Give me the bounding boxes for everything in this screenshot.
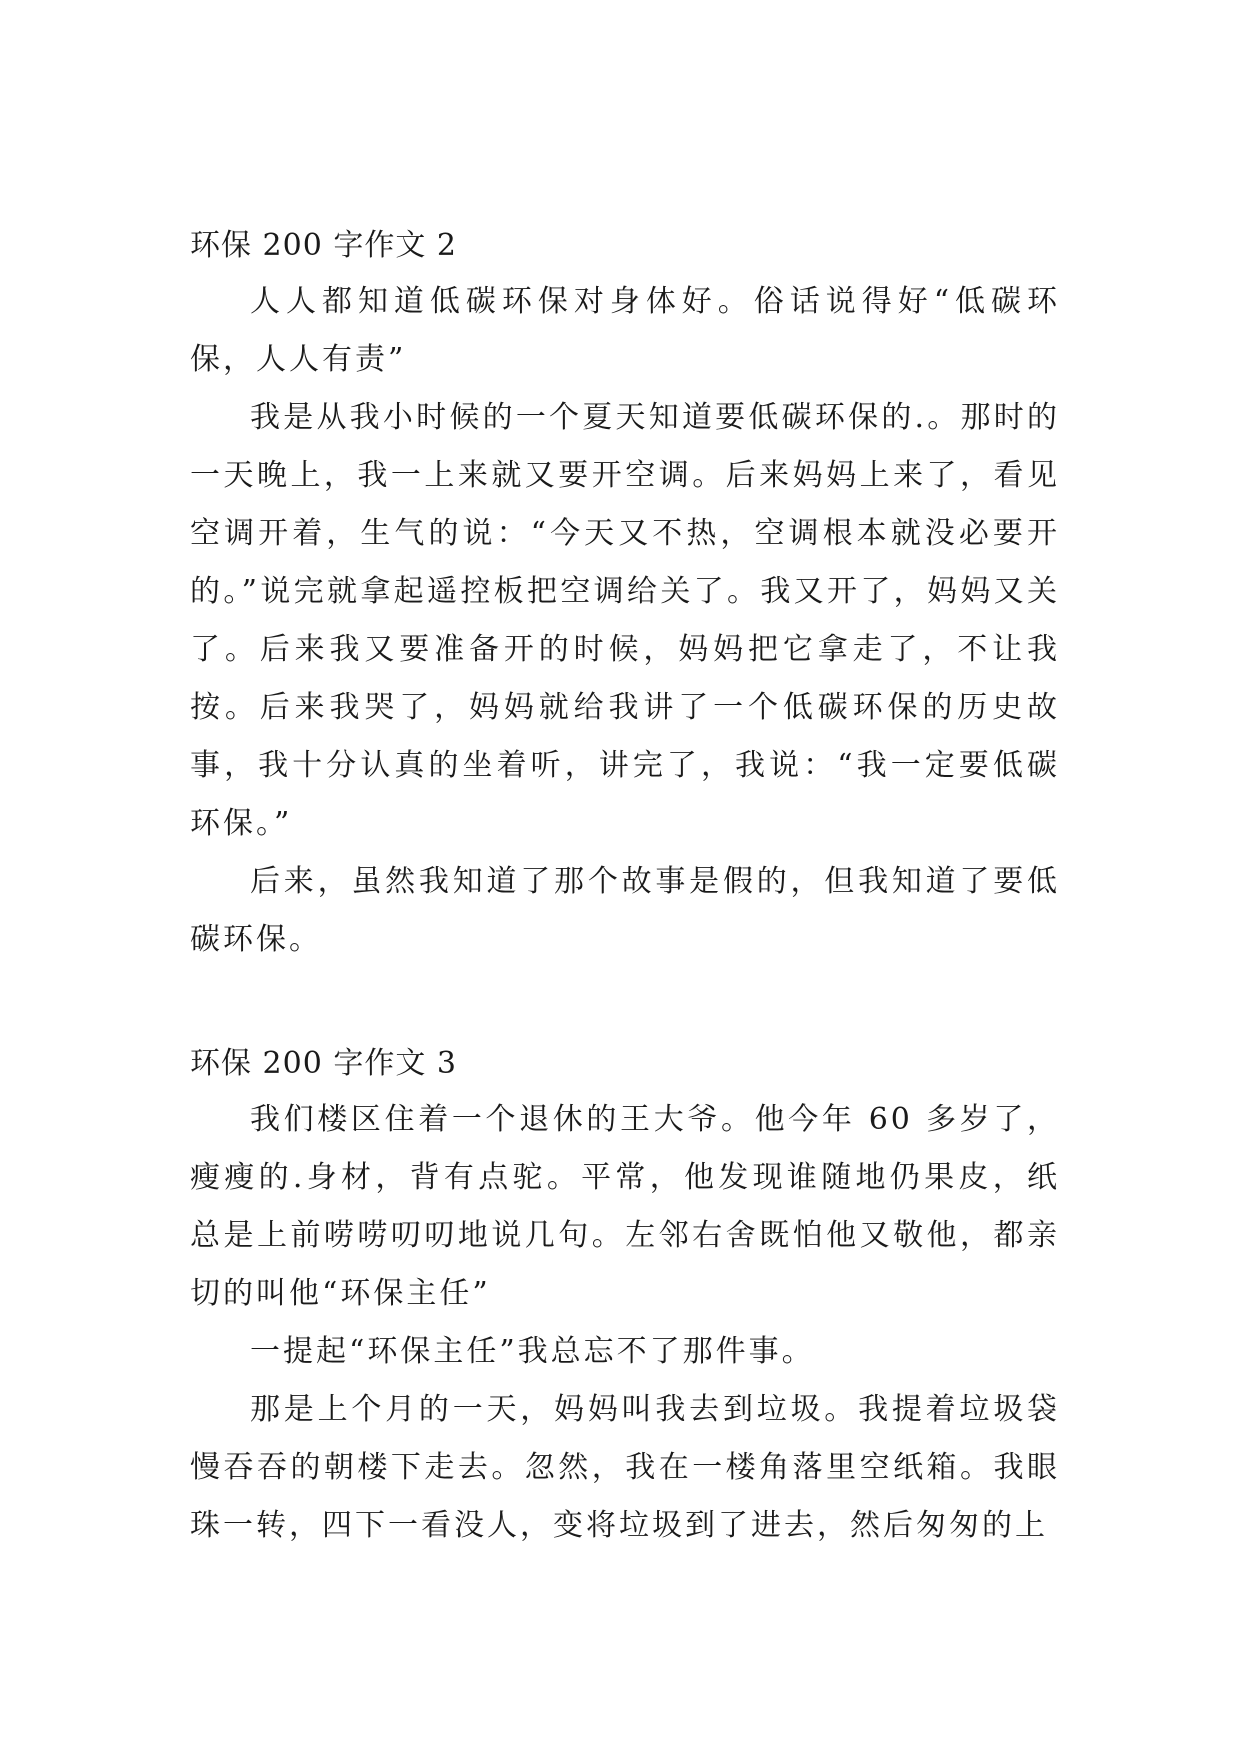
essay-section-2 xyxy=(190,218,1060,969)
essay-heading: 环保 200 字作文 2 xyxy=(190,228,457,263)
essay-section-3 xyxy=(190,1036,1060,1555)
essay-paragraph: 我们楼区住着一个退休的王大爷。他今年 60 多岁了，瘦瘦的.身材，背有点驼。平常，他发现谁随地仍果皮，纸总是上前唠唠叨叨地说几句。左邻右舍既怕他又敬他，都亲切的叫他“环保主任” xyxy=(190,1102,1060,1311)
essay-paragraph: 人人都知道低碳环保对身体好。俗话说得好“低碳环保，人人有责” xyxy=(190,284,1060,377)
essay-paragraph: 一提起“环保主任”我总忘不了那件事。 xyxy=(250,1334,815,1369)
essay-paragraph: 那是上个月的一天，妈妈叫我去到垃圾。我提着垃圾袋慢吞吞的朝楼下走去。忽然，我在一楼角落里空纸箱。我眼珠一转，四下一看没人，变将垃圾到了进去，然后匆匆的上 xyxy=(190,1392,1060,1543)
essay-paragraph: 后来，虽然我知道了那个故事是假的，但我知道了要低碳环保。 xyxy=(190,864,1060,957)
essay-paragraph: 我是从我小时候的一个夏天知道要低碳环保的.。那时的一天晚上，我一上来就又要开空调。后来妈妈上来了，看见空调开着，生气的说：“今天又不热，空调根本就没必要开的。”说完就拿起遥控板把空调给关了。我又开了，妈妈又关了。后来我又要准备开的时候，妈妈把它拿走了，不让我按。后来我哭了，妈妈就给我讲了一个低碳环保的历史故事，我十分认真的坐着听，讲完了，我说：“我一定要低碳环保。” xyxy=(190,400,1060,841)
essay-heading: 环保 200 字作文 3 xyxy=(190,1046,457,1081)
